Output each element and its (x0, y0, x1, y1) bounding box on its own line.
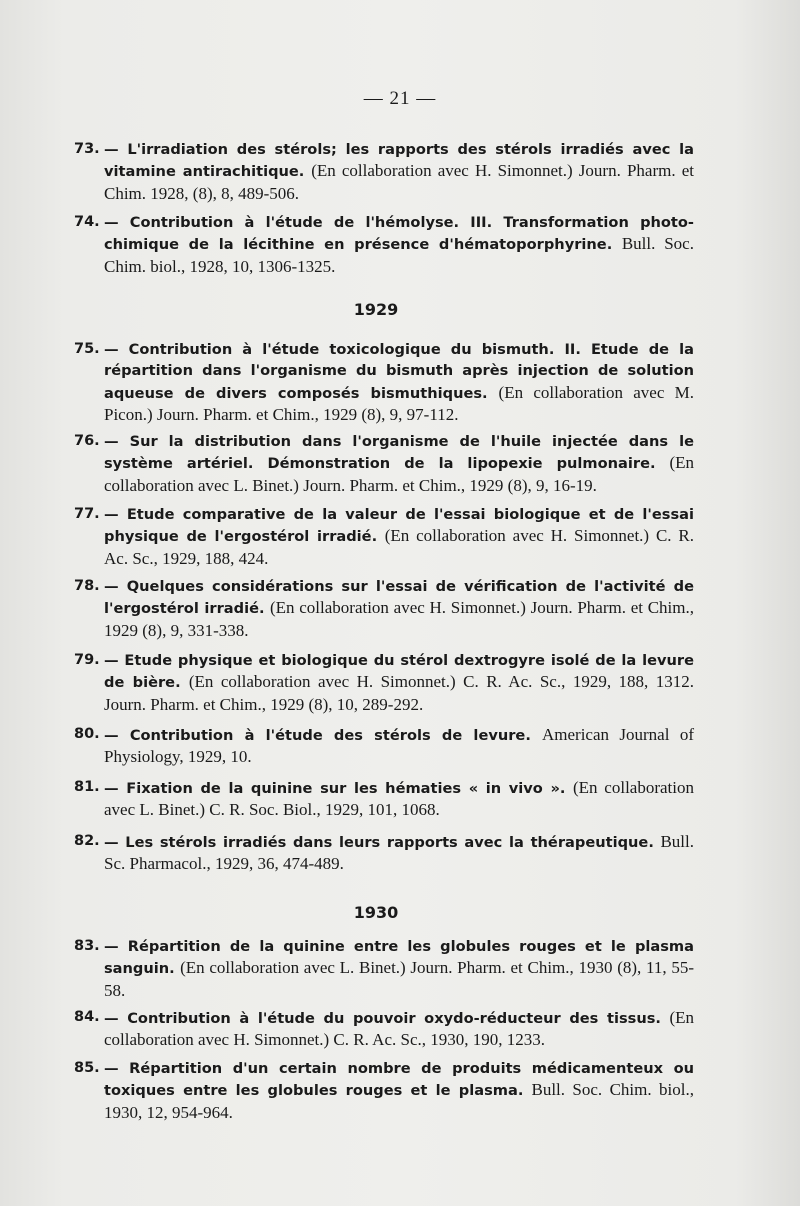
entry-title: — Quelques considérations sur l'essai de vérification de l'activité de l'ergostérol irradié. (104, 578, 694, 618)
entry-title: — Contribution à l'étude toxicologique du bismuth. II. Etude de la répartition dans l'organisme du bismuth après injection de solution aqueuse de divers composés bismuthiques. (104, 341, 694, 402)
entry-reference: (En collaboration avec H. Simonnet.) C. R. Ac. Sc., 1929, 188, 424. (104, 526, 694, 568)
bibliography-entry (74, 777, 694, 822)
bibliography-entry (74, 212, 694, 278)
bibliography-entry (74, 1007, 694, 1052)
entry-title: — Etude comparative de la valeur de l'essai biologique et de l'essai physique de l'ergostérol irradié. (104, 506, 694, 546)
entry-number: 84. (74, 1009, 100, 1025)
entry-title: — Contribution à l'étude des stérols de levure. (104, 727, 531, 744)
entry-title: — Fixation de la quinine sur les hématies « in vivo ». (104, 780, 566, 797)
bibliography-entry (74, 1058, 694, 1124)
entry-title: — L'irradiation des stérols; les rapports des stérols irradiés avec la vitamine antirachitique. (104, 141, 694, 181)
bibliography-entry (74, 831, 694, 876)
entry-title: — Contribution à l'étude du pouvoir oxydo-réducteur des tissus. (104, 1010, 661, 1027)
entry-reference: (En collaboration avec H. Simonnet.) Journ. Pharm. et Chim., 1929 (8), 9, 331-338. (104, 598, 694, 640)
entry-reference: (En collaboration avec L. Binet.) C. R. Soc. Biol., 1929, 101, 1068. (104, 778, 694, 820)
entry-reference: (En collaboration avec H. Simonnet.) C. R. Ac. Sc., 1929, 188, 1312. Journ. Pharm. et Chim., 1929 (8), 10, 289-292. (104, 672, 694, 714)
bibliography-entry (74, 650, 694, 716)
entry-number: 75. (74, 341, 100, 357)
entry-number: 78. (74, 578, 100, 594)
entry-number: 82. (74, 833, 100, 849)
year-heading: 1929 (353, 300, 399, 319)
entry-title: — Répartition d'un certain nombre de produits médicamenteux ou toxiques entre les globules rouges et le plasma. (104, 1060, 694, 1100)
entry-title: — Les stérols irradiés dans leurs rapports avec la thérapeutique. (104, 834, 654, 851)
entry-reference: American Journal of Physiology, 1929, 10. (104, 725, 695, 767)
bibliography-entry (74, 936, 694, 1002)
entry-number: 85. (74, 1060, 100, 1076)
entry-number: 81. (74, 779, 100, 795)
entry-reference: (En collaboration avec L. Binet.) Journ. Pharm. et Chim., 1930 (8), 11, 55-58. (104, 958, 694, 1000)
entry-number: 74. (74, 214, 100, 230)
bibliography-entry (74, 576, 694, 642)
entry-reference: Bull. Soc. Chim. biol., 1930, 12, 954-964. (104, 1080, 694, 1122)
entry-number: 80. (74, 726, 100, 742)
entry-reference: Bull. Soc. Chim. biol., 1928, 10, 1306-1325. (104, 234, 694, 276)
year-heading: 1930 (353, 903, 399, 922)
entry-number: 73. (74, 141, 100, 157)
entry-reference: Bull. Sc. Pharmacol., 1929, 36, 474-489. (104, 832, 694, 874)
entry-number: 79. (74, 652, 100, 668)
bibliography-entry (74, 724, 694, 769)
bibliography-entry (74, 431, 694, 497)
entry-title: — Etude physique et biologique du stérol dextrogyre isolé de la levure de bière. (104, 652, 694, 692)
bibliography-entry (74, 504, 694, 570)
entry-reference: (En collaboration avec M. Picon.) Journ. Pharm. et Chim., 1929 (8), 9, 97-112. (104, 382, 694, 424)
entry-number: 77. (74, 506, 100, 522)
entry-reference: (En collaboration avec H. Simonnet.) Journ. Pharm. et Chim. 1928, (8), 8, 489-506. (104, 161, 694, 203)
entry-title: — Répartition de la quinine entre les globules rouges et le plasma sanguin. (104, 938, 694, 978)
entry-reference: (En collaboration avec H. Simonnet.) C. R. Ac. Sc., 1930, 190, 1233. (104, 1008, 694, 1050)
entry-number: 83. (74, 938, 100, 954)
entry-reference: (En collaboration avec L. Binet.) Journ. Pharm. et Chim., 1929 (8), 9, 16-19. (104, 453, 694, 495)
bibliography-entry (74, 339, 694, 426)
bibliography-entry (74, 139, 694, 205)
entry-title: — Contribution à l'étude de l'hémolyse. III. Transformation photo-chimique de la lécithine en présence d'hématoporphyrine. (104, 214, 694, 254)
entry-title: — Sur la distribution dans l'organisme de l'huile injectée dans le système artériel. Démonstration de la lipopexie pulmonaire. (104, 433, 694, 473)
page-number: — 21 — (363, 88, 437, 109)
entry-number: 76. (74, 433, 100, 449)
